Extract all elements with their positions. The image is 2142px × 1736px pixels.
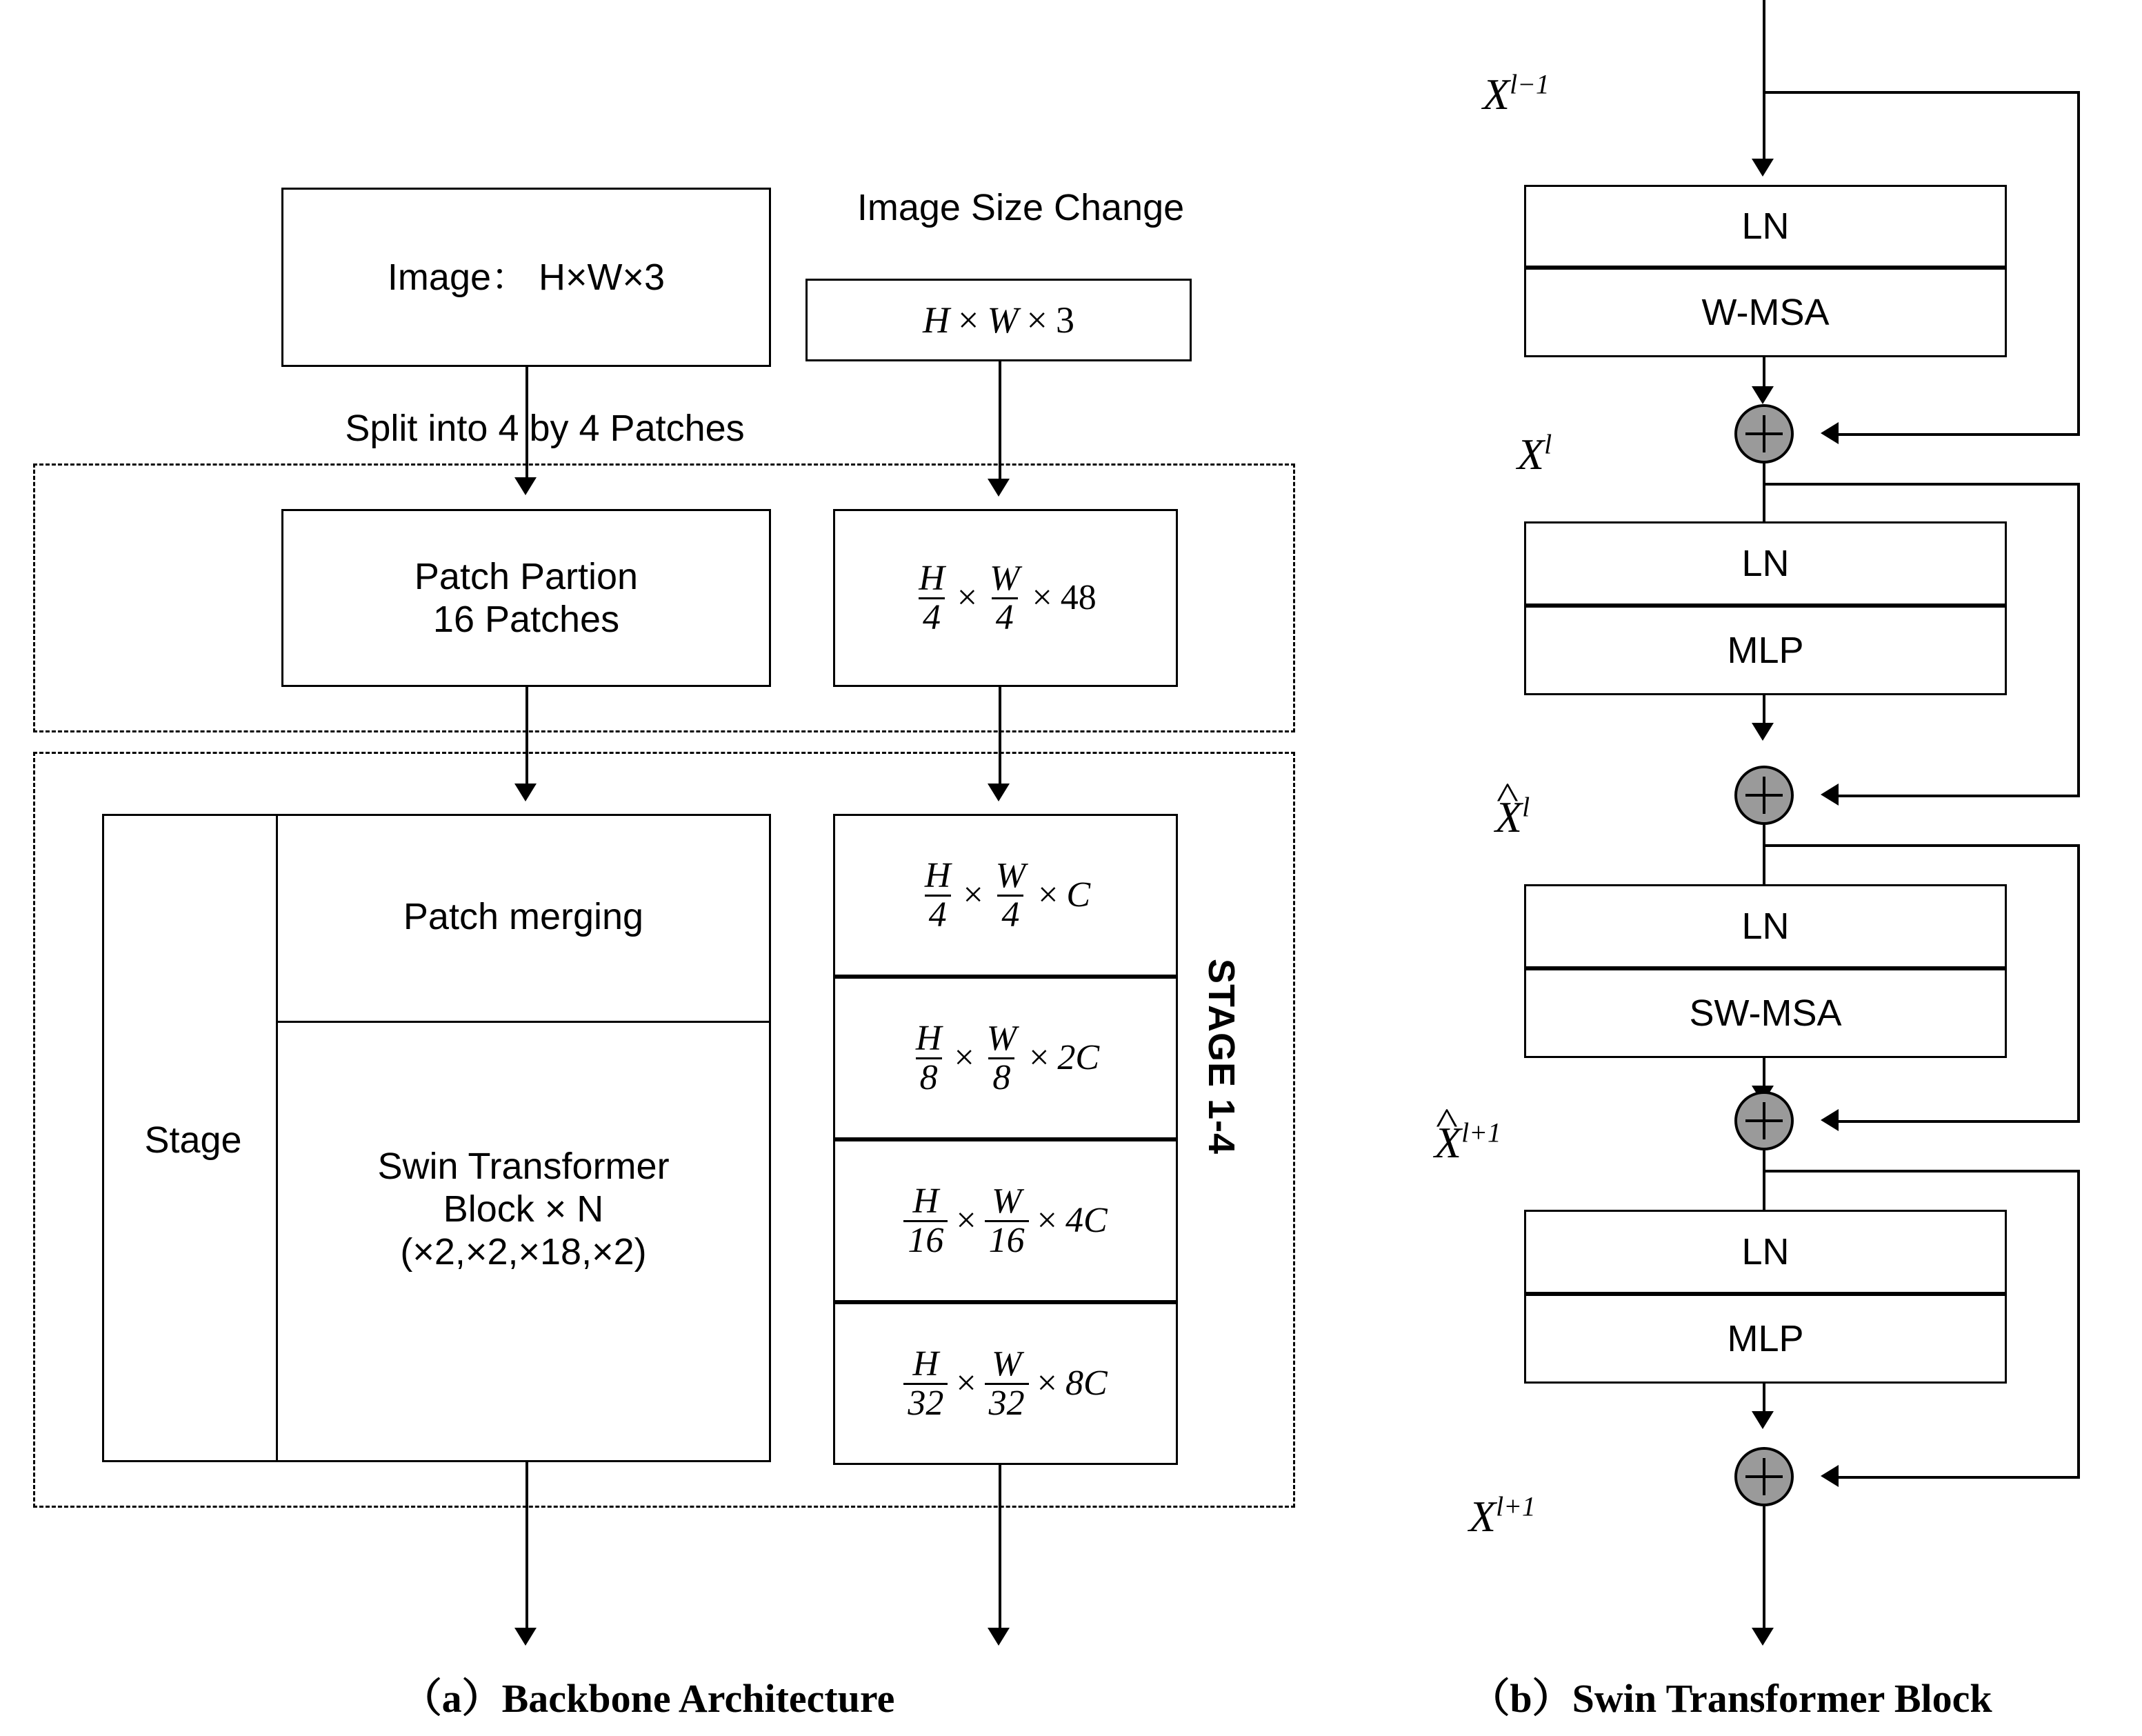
stage-label: Stage xyxy=(144,1119,242,1161)
block-mlp-1 xyxy=(1524,606,2007,695)
block-wmsa xyxy=(1524,268,2007,357)
symbol-x-l-base: X xyxy=(1517,430,1545,479)
arrow-output-line xyxy=(1763,1506,1765,1635)
size-input-box xyxy=(805,279,1192,361)
size-stage4-channels: 8C xyxy=(1065,1364,1108,1404)
size-stage3-math xyxy=(903,1183,1107,1258)
size-input-times-1: × xyxy=(958,299,979,341)
size-stage3-frac-w: $\frac{W}{16}$ xyxy=(985,1183,1029,1258)
symbol-x-hat-l-plus-1-base: X ^ xyxy=(1434,1117,1461,1168)
block-ln-3-label: LN xyxy=(1741,905,1790,947)
symbol-x-hat-l-plus-1-sup: l+1 xyxy=(1461,1117,1501,1148)
size-stage2-frac-w: $\frac{W}{8}$ xyxy=(986,1019,1017,1097)
block-mlp-2 xyxy=(1524,1294,2007,1384)
residual-add-1 xyxy=(1734,404,1794,463)
residual-add-3 xyxy=(1734,1091,1794,1150)
size-patch-frac-h: $\frac{H}{4}$ xyxy=(919,559,945,637)
symbol-x-hat-l-plus-1 xyxy=(1434,1117,1501,1168)
skip3-bottom xyxy=(1834,1120,2080,1123)
arrow-mlp1-to-sum-head xyxy=(1752,723,1774,741)
arrow-stage-out-right-line xyxy=(999,1465,1001,1635)
size-patch-times-1: × xyxy=(957,578,978,618)
size-input-times-2: × xyxy=(1026,299,1048,341)
skip3-arrowhead xyxy=(1821,1109,1839,1131)
symbol-x-l-plus-1 xyxy=(1469,1491,1536,1542)
patch-merging-label: Patch merging xyxy=(403,896,644,937)
arrow-sum3-to-ln4-line xyxy=(1763,1150,1765,1210)
block-mlp-1-label: MLP xyxy=(1727,629,1804,671)
skip4-top xyxy=(1763,1170,2080,1173)
skip2-top xyxy=(1763,483,2080,486)
size-input-h: H xyxy=(923,299,950,341)
size-input-channels: 3 xyxy=(1055,299,1074,341)
swin-block-line3: (×2,×2,×18,×2) xyxy=(400,1231,647,1273)
symbol-x-l-plus-1-base: X xyxy=(1469,1492,1497,1541)
size-stage4-times-1: × xyxy=(956,1364,977,1404)
symbol-x-l xyxy=(1517,429,1552,480)
size-stage2-frac-h: $\frac{H}{8}$ xyxy=(915,1019,942,1097)
block-wmsa-label: W-MSA xyxy=(1701,291,1830,333)
size-stage1-times-2: × xyxy=(1038,875,1059,915)
block-swmsa-label: SW-MSA xyxy=(1689,992,1842,1034)
skip1-right xyxy=(2077,91,2080,436)
size-patch-times-2: × xyxy=(1032,578,1052,618)
swin-transformer-block-label xyxy=(276,1145,771,1273)
size-stage3-times-2: × xyxy=(1037,1201,1057,1241)
caption-panel-a: （a）Backbone Architecture xyxy=(401,1676,895,1721)
skip3-top xyxy=(1763,844,2080,847)
symbol-x-hat-l xyxy=(1495,792,1530,843)
skip2-bottom xyxy=(1834,795,2080,797)
arrow-output-head xyxy=(1752,1628,1774,1646)
arrow-stage-out-right-head xyxy=(988,1628,1010,1646)
arrow-sum2-to-ln3-line xyxy=(1763,825,1765,884)
size-stage4-box xyxy=(833,1302,1178,1465)
size-stage2-channels: 2C xyxy=(1057,1038,1100,1078)
arrow-input-line xyxy=(1763,0,1765,166)
block-swmsa xyxy=(1524,968,2007,1058)
stage-range-label: STAGE 1-4 xyxy=(1201,959,1243,1155)
symbol-x-hat-l-base: X ^ xyxy=(1495,792,1522,843)
skip3-right xyxy=(2077,844,2080,1123)
size-stage2-times-2: × xyxy=(1029,1038,1050,1078)
symbol-x-l-sup: l xyxy=(1544,429,1552,460)
arrow-wmsa-to-sum-head xyxy=(1752,386,1774,404)
patch-partition-box xyxy=(281,509,771,687)
size-patch-box xyxy=(833,509,1178,687)
size-input-math xyxy=(923,299,1074,341)
caption-panel-b: （b）Swin Transformer Block xyxy=(1470,1676,1992,1721)
split-into-patches-label: Split into 4 by 4 Patches xyxy=(345,408,745,449)
size-stage2-times-1: × xyxy=(954,1038,974,1078)
image-size-change-label: Image Size Change xyxy=(857,187,1185,228)
block-mlp-2-label: MLP xyxy=(1727,1317,1804,1359)
block-ln-1-label: LN xyxy=(1741,205,1790,247)
size-stage1-frac-w: $\frac{W}{4}$ xyxy=(995,856,1026,935)
stage-box-divider-horizontal xyxy=(276,1021,771,1023)
size-stage1-math xyxy=(921,856,1091,935)
size-stage4-times-2: × xyxy=(1037,1364,1057,1404)
block-ln-2-label: LN xyxy=(1741,542,1790,584)
skip4-arrowhead xyxy=(1821,1465,1839,1487)
arrow-sum1-to-ln2-line xyxy=(1763,463,1765,521)
skip4-right xyxy=(2077,1170,2080,1479)
size-patch-frac-w: $\frac{W}{4}$ xyxy=(990,559,1020,637)
size-stage3-channels: 4C xyxy=(1065,1201,1108,1241)
skip2-arrowhead xyxy=(1821,784,1839,806)
residual-add-4 xyxy=(1734,1447,1794,1506)
block-ln-4-label: LN xyxy=(1741,1230,1790,1273)
block-ln-3 xyxy=(1524,884,2007,968)
size-patch-channels: 48 xyxy=(1060,578,1097,618)
swin-block-line1: Swin Transformer xyxy=(377,1146,670,1187)
arrow-input-head xyxy=(1752,159,1774,177)
size-stage1-box xyxy=(833,814,1178,977)
image-input-label: Image： H×W×3 xyxy=(387,256,665,298)
swin-block-line2: Block × N xyxy=(443,1188,604,1230)
size-stage4-frac-h: $\frac{H}{32}$ xyxy=(903,1346,948,1421)
skip1-top xyxy=(1763,91,2080,94)
skip1-bottom xyxy=(1834,433,2080,436)
size-stage2-box xyxy=(833,977,1178,1139)
residual-add-2 xyxy=(1734,766,1794,825)
symbol-x-l-minus-1-base: X xyxy=(1483,70,1510,119)
symbol-x-l-plus-1-sup: l+1 xyxy=(1496,1491,1536,1522)
skip1-arrowhead xyxy=(1821,422,1839,444)
patch-partition-line1: Patch Partion xyxy=(414,555,639,597)
size-stage3-times-1: × xyxy=(956,1201,977,1241)
symbol-x-l-minus-1-sup: l−1 xyxy=(1510,69,1550,100)
arrow-stage-out-left-line xyxy=(526,1462,528,1635)
size-stage4-math xyxy=(903,1346,1107,1421)
size-stage3-box xyxy=(833,1139,1178,1302)
symbol-x-l-minus-1 xyxy=(1483,69,1550,120)
size-input-w: W xyxy=(987,299,1019,341)
size-stage1-times-1: × xyxy=(963,875,983,915)
block-ln-4 xyxy=(1524,1210,2007,1294)
patch-partition-line2: 16 Patches xyxy=(432,599,620,640)
size-patch-math xyxy=(914,560,1097,635)
symbol-x-hat-l-sup: l xyxy=(1522,792,1530,823)
arrow-mlp2-to-sum-head xyxy=(1752,1411,1774,1429)
size-stage4-frac-w: $\frac{W}{32}$ xyxy=(985,1346,1029,1421)
skip2-right xyxy=(2077,483,2080,797)
block-ln-2 xyxy=(1524,521,2007,606)
block-ln-1 xyxy=(1524,185,2007,268)
size-stage2-math xyxy=(912,1020,1099,1095)
image-input-box xyxy=(281,188,771,367)
skip4-bottom xyxy=(1834,1476,2080,1479)
arrow-stage-out-left-head xyxy=(514,1628,537,1646)
size-stage1-frac-h: $\frac{H}{4}$ xyxy=(924,856,951,935)
size-stage3-frac-h: $\frac{H}{16}$ xyxy=(903,1183,948,1258)
size-stage1-channels: C xyxy=(1066,875,1091,915)
